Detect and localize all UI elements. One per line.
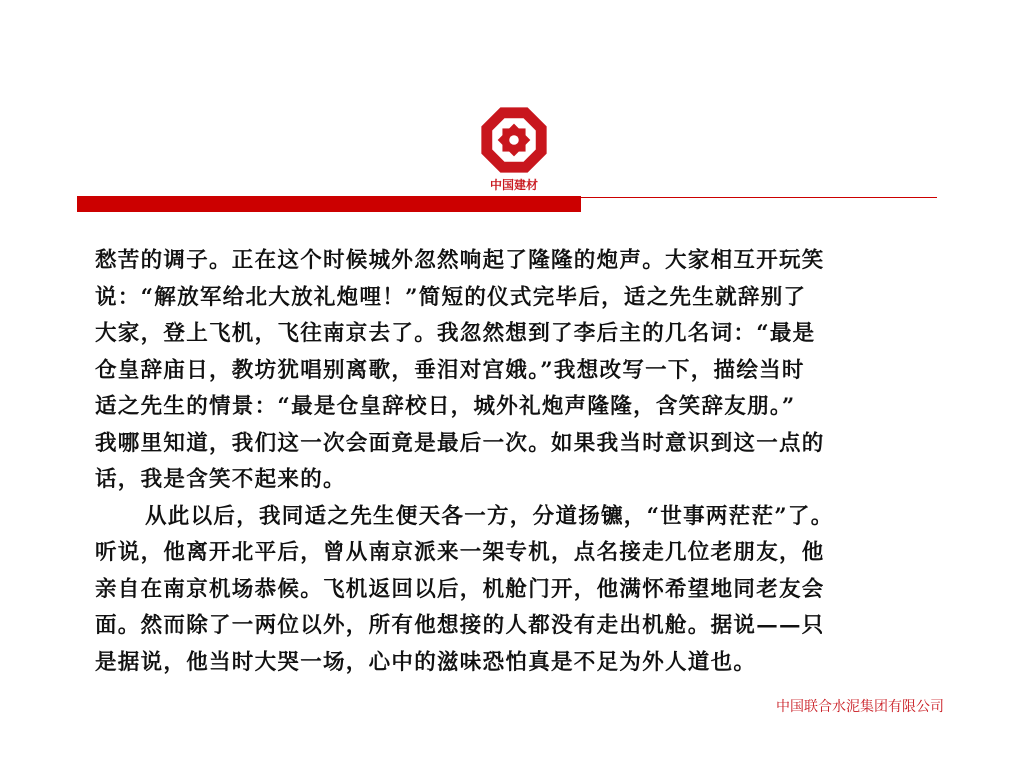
- logo-text: 中国建材: [489, 178, 538, 192]
- text-line: 话，我是含笑不起来的。: [95, 467, 346, 492]
- text-line: 亲自在南京机场恭候。飞机返回以后，机舱门开，他满怀希望地同老友会: [95, 576, 825, 602]
- header-red-bar: [77, 196, 581, 212]
- header-thin-line: [581, 197, 937, 198]
- company-logo: [470, 100, 560, 200]
- text-line: 大家，登上飞机，飞往南京去了。我忽然想到了李后主的几名词：“最是: [95, 321, 816, 346]
- text-line: 从此以后，我同适之先生便天各一方，分道扬镳，“世事两茫茫”了。: [145, 503, 834, 529]
- cnbm-logo-icon: [480, 106, 548, 174]
- footer-organization: 中国联合水泥集团有限公司: [776, 699, 944, 715]
- text-line: 愁苦的调子。正在这个时候城外忽然响起了隆隆的炮声。大家相互开玩笑: [95, 248, 825, 273]
- text-line: 说：“解放军给北大放礼炮哩！”简短的仪式完毕后，适之先生就辞别了: [95, 284, 807, 310]
- text-line: 适之先生的情景：“最是仓皇辞校日，城外礼炮声隆隆，含笑辞友朋。”: [95, 394, 796, 419]
- text-line: 我哪里知道，我们这一次会面竟是最后一次。如果我当时意识到这一点的: [95, 430, 825, 456]
- text-line: 是据说，他当时大哭一场，心中的滋味恐怕真是不足为外人道也。: [95, 649, 757, 675]
- text-line: 面。然而除了一两位以外，所有他想接的人都没有走出机舱。据说——只: [95, 613, 825, 638]
- text-line: 仓皇辞庙日，教坊犹唱别离歌，垂泪对宫娥。”我想改写一下，描绘当时: [95, 357, 805, 383]
- text-line: 听说，他离开北平后，曾从南京派来一架专机，点名接走几位老朋友，他: [95, 540, 825, 565]
- body-text: [95, 243, 945, 681]
